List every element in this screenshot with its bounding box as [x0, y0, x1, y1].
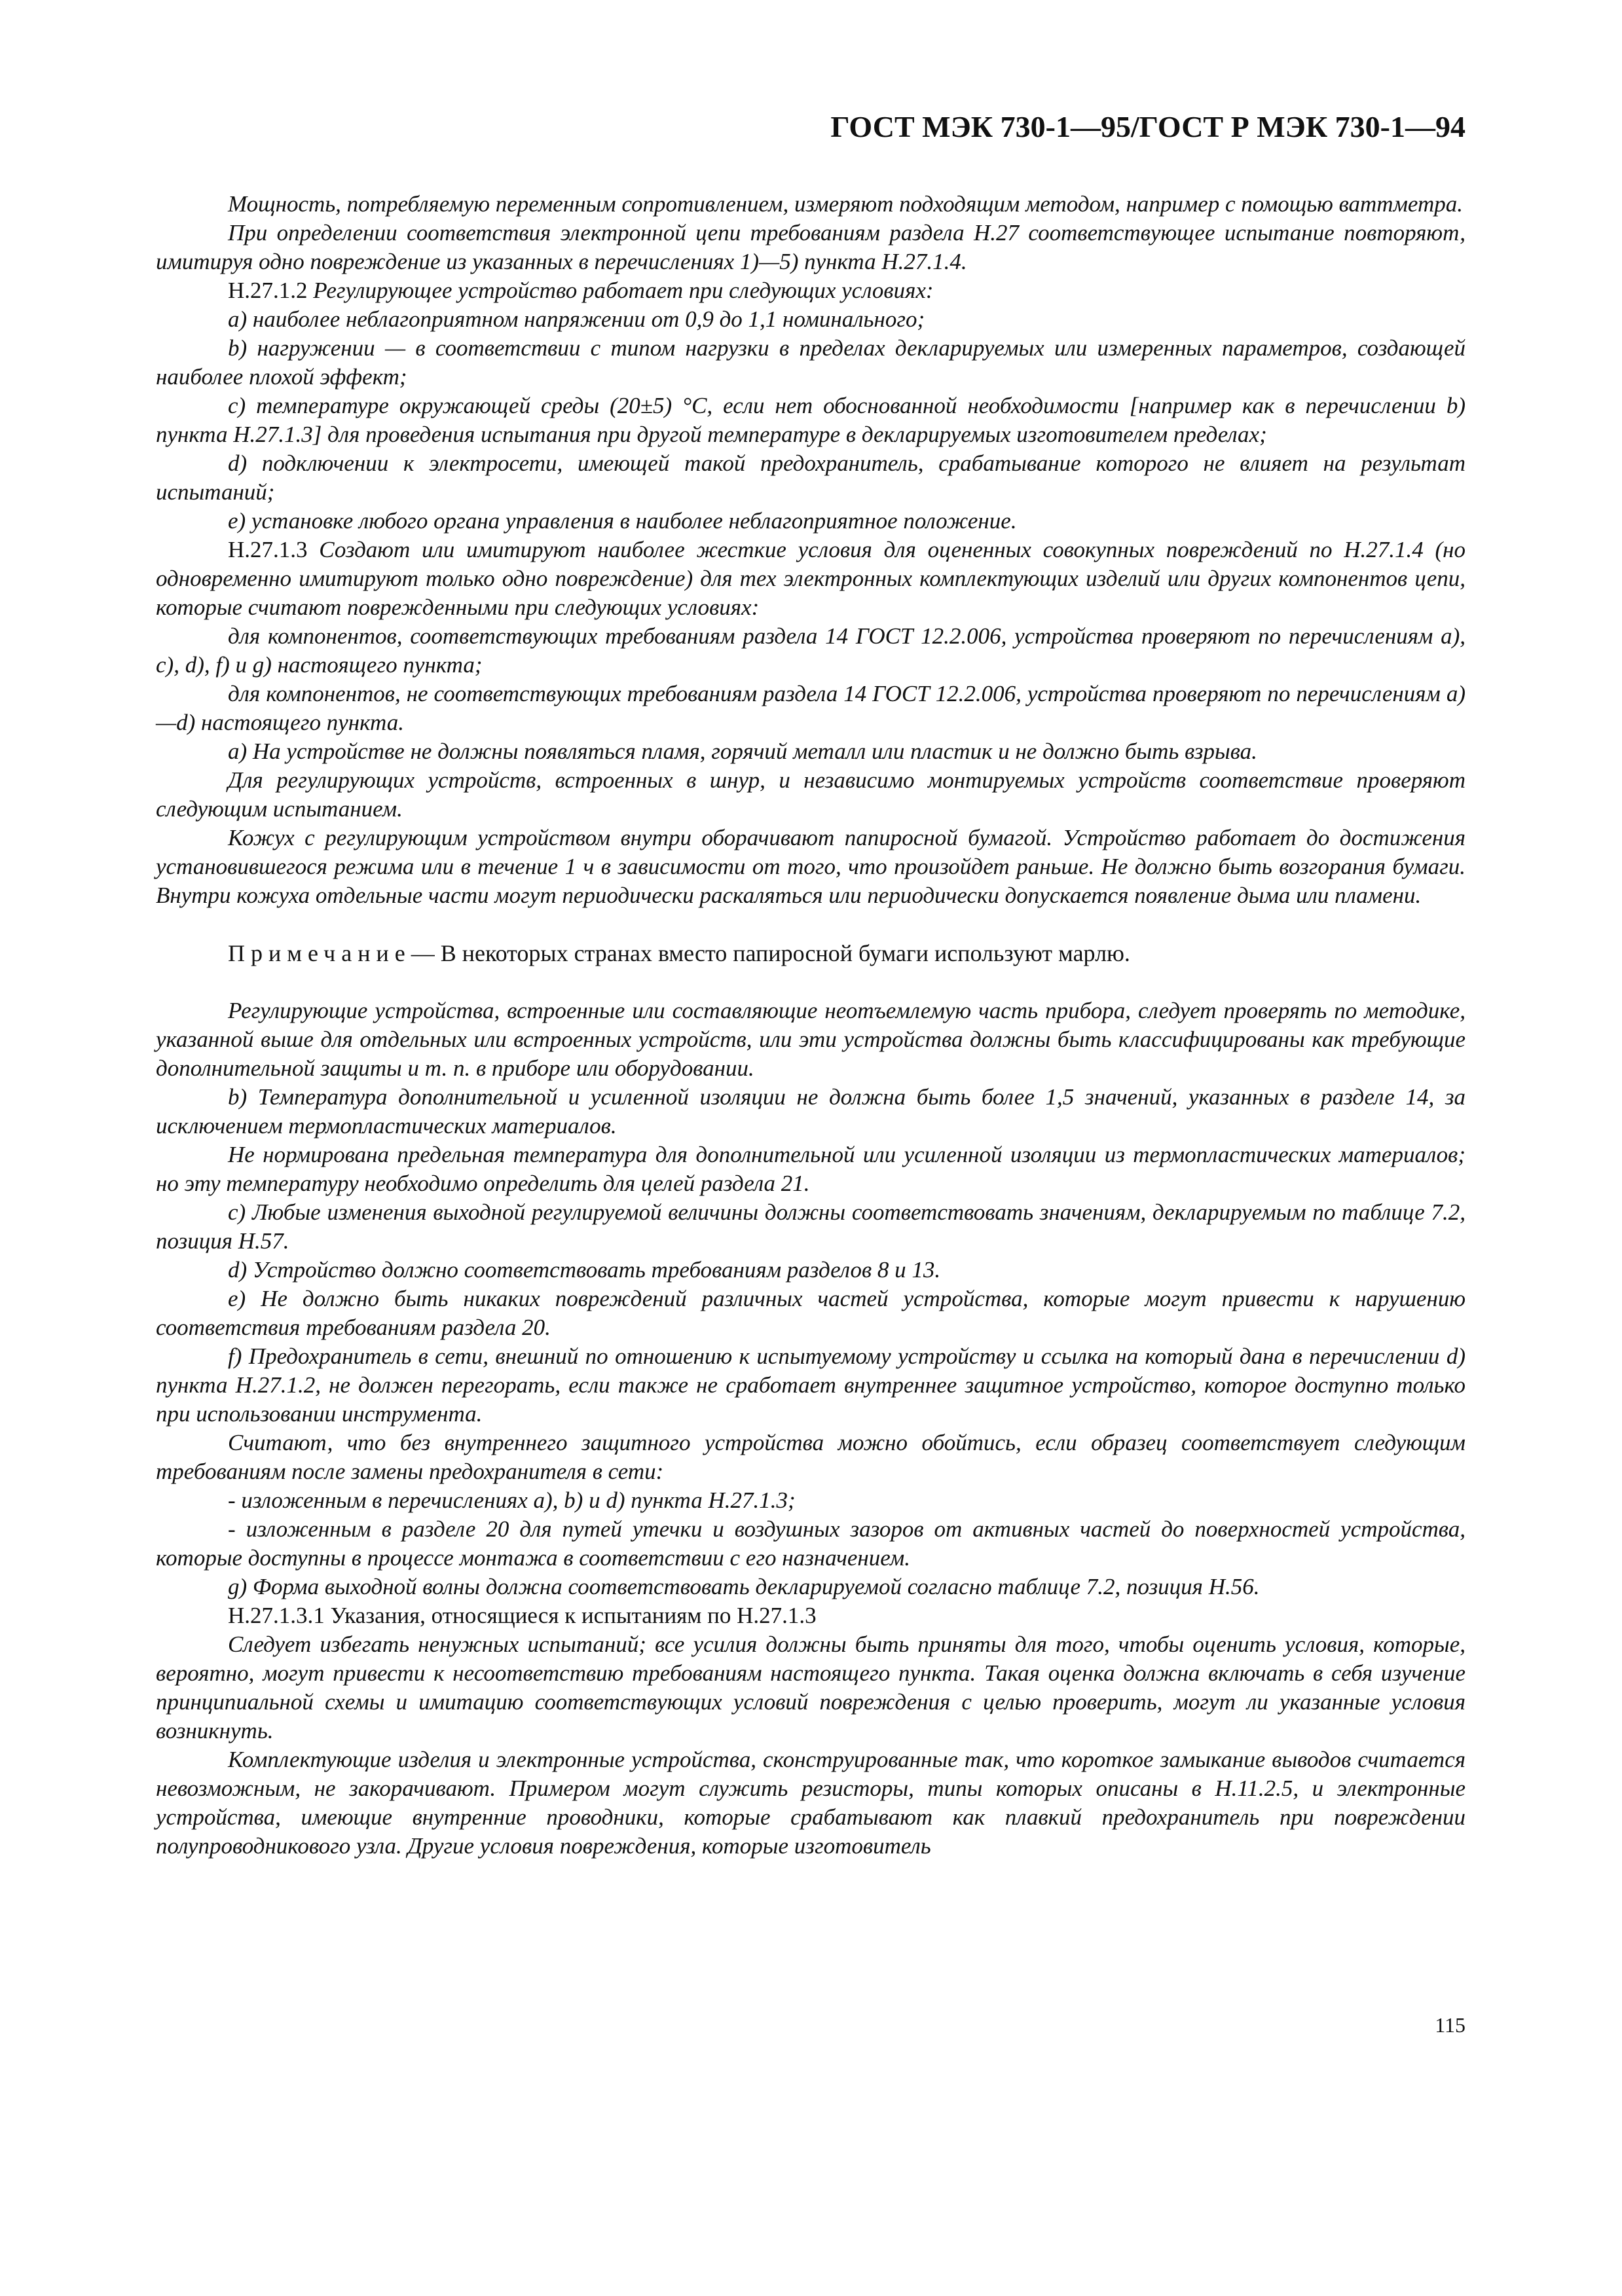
list-item: с) Любые изменения выходной регулируемой величины должны соответствовать значениям, декларируемым по таблице 7.2, позиция Н.57.: [156, 1199, 1465, 1254]
clause-paragraph: [156, 276, 1465, 305]
list-item: d) Устройство должно соответствовать требованиям разделов 8 и 13.: [228, 1257, 941, 1283]
list-item: f) Предохранитель в сети, внешний по отношению к испытуемому устройству и ссылка на который дана в перечислении d) пункта Н.27.1.2, не должен перегорать, если также не сработает внутреннее защитное устройство, которое доступно только при использовании инструмента.: [156, 1343, 1465, 1427]
paragraph: Не нормирована предельная температура для дополнительной или усиленной изоляции из термопластических материалов; но эту температуру необходимо определить для целей раздела 21.: [156, 1142, 1465, 1196]
paragraph: Мощность, потребляемую переменным сопротивлением, измеряют подходящим методом, например с помощью ваттметра.: [228, 191, 1464, 217]
clause-text: Создают или имитируют наиболее жесткие условия для оцененных совокупных повреждений по Н.27.1.4 (но одновременно имитируют только одно повреждение) для тех электронных комплектующих изделий или других компонентов цепи, которые считают поврежденными при следующих условиях:: [156, 537, 1465, 620]
note-text: — В некоторых странах вместо папиросной бумаги используют марлю.: [411, 940, 1130, 966]
paragraph: Кожух с регулирующим устройством внутри оборачивают папиросной бумагой. Устройство работает до достижения установившегося режима или в течение 1 ч в зависимости от того, что произойдет раньше. Не должно быть возгорания бумаги. Внутри кожуха отдельные части могут периодически раскаляться или периодически допускается появление дыма или пламени.: [156, 825, 1465, 908]
page-number: 115: [1435, 2013, 1465, 2037]
list-item: b) нагружении — в соответствии с типом нагрузки в пределах декларируемых или измеренных параметров, создающей наиболее плохой эффект;: [156, 335, 1465, 390]
list-item: с) температуре окружающей среды (20±5) °С, если нет обоснованной необходимости [например как в перечислении b) пункта Н.27.1.3] для проведения испытания при другой температуре в декларируемых изготовителем пределах;: [156, 393, 1465, 447]
list-item: е) Не должно быть никаких повреждений различных частей устройства, которые могут привести к нарушению соответствия требованиям раздела 20.: [156, 1286, 1465, 1340]
paragraph: Следует избегать ненужных испытаний; все усилия должны быть приняты для того, чтобы оценить условия, которые, вероятно, могут привести к несоответствию требованиям настоящего пункта. Такая оценка должна включать в себя изучение принципиальной схемы и имитацию соответствующих условий повреждения с целью проверить, могут ли указанные условия возникнуть.: [156, 1631, 1465, 1743]
note-paragraph: [156, 939, 1465, 968]
list-item: b) Температура дополнительной и усиленной изоляции не должна быть более 1,5 значений, указанных в разделе 14, за исключением термопластических материалов.: [156, 1084, 1465, 1139]
paragraph: Считают, что без внутреннего защитного устройства можно обойтись, если образец соответствует следующим требованиям после замены предохранителя в сети:: [156, 1430, 1465, 1484]
clause-text: Регулирующее устройство работает при следующих условиях:: [313, 278, 934, 303]
list-item: d) подключении к электросети, имеющей такой предохранитель, срабатывание которого не влияет на результат испытаний;: [156, 450, 1465, 505]
paragraph: При определении соответствия электронной цепи требованиям раздела Н.27 соответствующее испытание повторяют, имитируя одно повреждение из указанных в перечислениях 1)—5) пункта Н.27.1.4.: [156, 220, 1465, 274]
subclause-heading: Н.27.1.3.1 Указания, относящиеся к испытаниям по Н.27.1.3: [228, 1603, 817, 1628]
paragraph: для компонентов, не соответствующих требованиям раздела 14 ГОСТ 12.2.006, устройства проверяют по перечислениям а)—d) настоящего пункта.: [156, 681, 1465, 735]
list-item: а) наиболее неблагоприятном напряжении от 0,9 до 1,1 номинального;: [228, 306, 925, 332]
note-label: Примечание: [228, 940, 411, 966]
list-item: е) установке любого органа управления в наиболее неблагоприятное положение.: [228, 508, 1017, 534]
list-item: - изложенным в перечислениях а), b) и d) пункта Н.27.1.3;: [228, 1487, 796, 1513]
standard-header: ГОСТ МЭК 730-1—95/ГОСТ Р МЭК 730-1—94: [830, 110, 1465, 143]
paragraph: Комплектующие изделия и электронные устройства, сконструированные так, что короткое замыкание выводов считается невозможным, не закорачивают. Примером могут служить резисторы, типы которых описаны в Н.11.2.5, и электронные устройства, имеющие внутренние проводники, которые срабатывают как плавкий предохранитель при повреждении полупроводникового узла. Другие условия повреждения, которые изготовитель: [156, 1747, 1465, 1859]
paragraph: для компонентов, соответствующих требованиям раздела 14 ГОСТ 12.2.006, устройства проверяют по перечислениям а), с), d), f) и g) настоящего пункта;: [156, 623, 1465, 678]
clause-paragraph: [156, 536, 1465, 622]
list-item: - изложенным в разделе 20 для путей утечки и воздушных зазоров от активных частей до поверхностей устройства, которые доступны в процессе монтажа в соответствии с его назначением.: [156, 1516, 1465, 1571]
clause-number: Н.27.1.3: [228, 537, 308, 562]
paragraph: Регулирующие устройства, встроенные или составляющие неотъемлемую часть прибора, следует проверять по методике, указанной выше для отдельных или встроенных устройств, или эти устройства должны быть классифицированы как требующие дополнительной защиты и т. п. в приборе или оборудовании.: [156, 998, 1465, 1081]
list-item: а) На устройстве не должны появляться пламя, горячий металл или пластик и не должно быть взрыва.: [228, 738, 1257, 764]
list-item: g) Форма выходной волны должна соответствовать декларируемой согласно таблице 7.2, позиция Н.56.: [228, 1574, 1260, 1599]
clause-number: Н.27.1.2: [228, 278, 308, 303]
paragraph: Для регулирующих устройств, встроенных в шнур, и независимо монтируемых устройств соответствие проверяют следующим испытанием.: [156, 767, 1465, 822]
page-body: [156, 190, 1465, 1861]
